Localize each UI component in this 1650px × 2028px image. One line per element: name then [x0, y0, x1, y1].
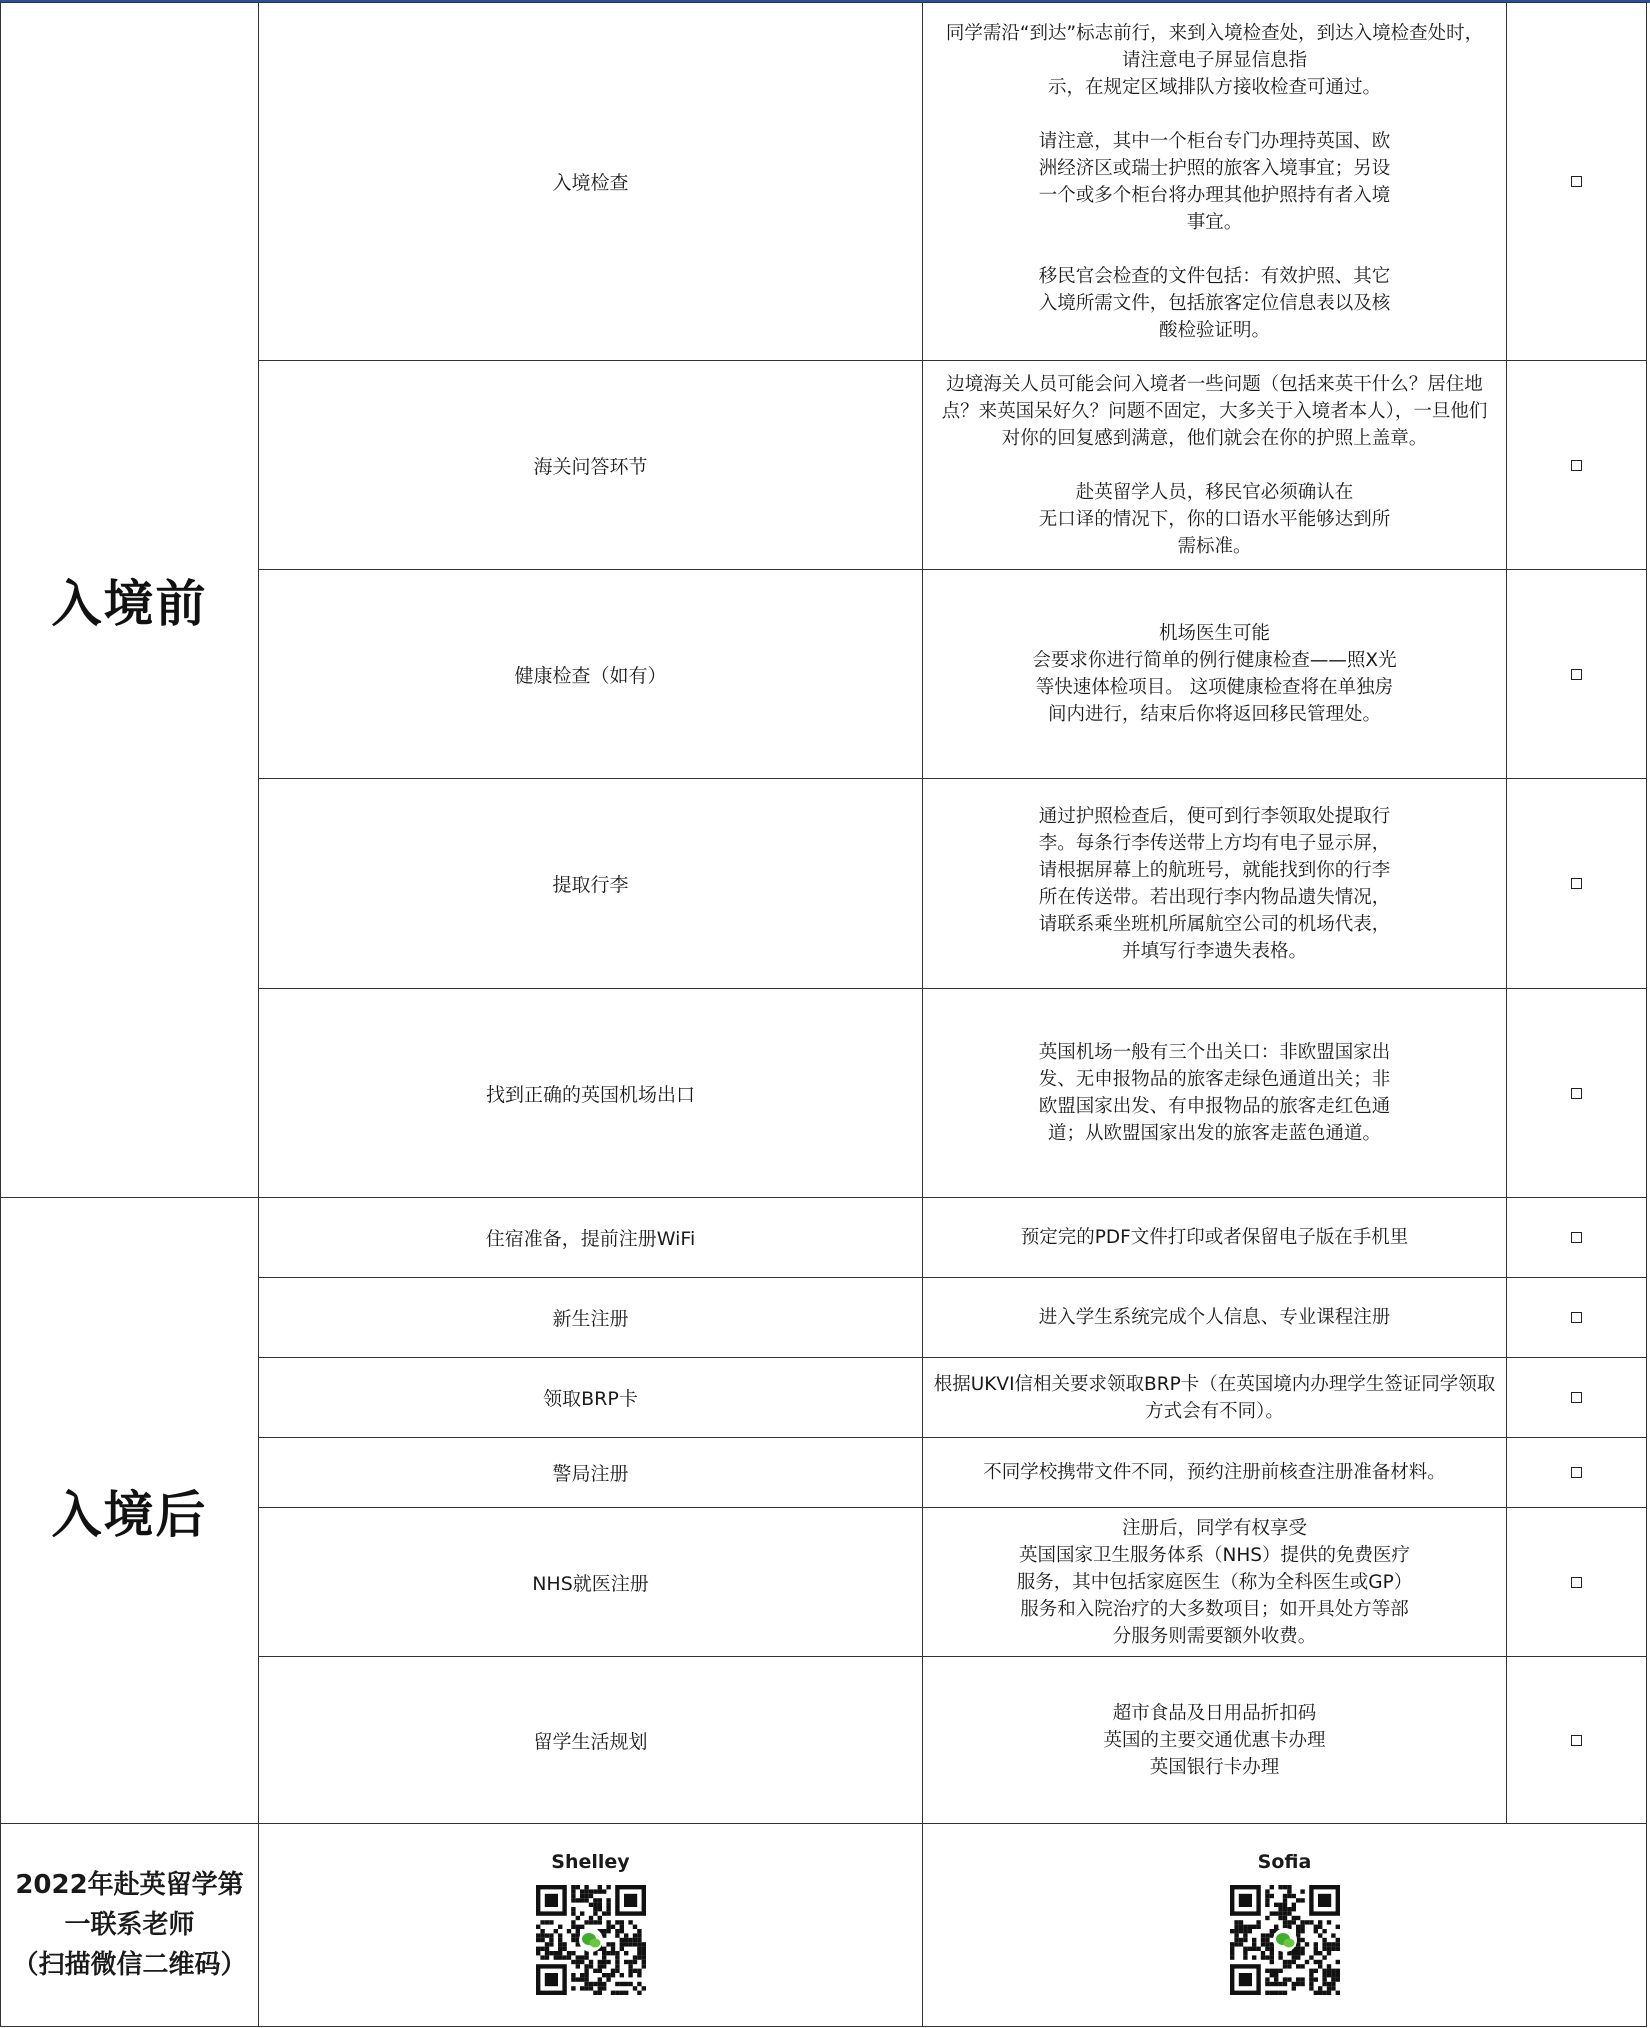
- checkbox-cell: [1507, 570, 1647, 779]
- paragraph-gap: [923, 236, 1506, 263]
- step-description: [923, 3, 1507, 361]
- step-description: [923, 1358, 1507, 1438]
- description-line: 英国机场一般有三个出关口：非欧盟国家出: [1038, 1042, 1391, 1063]
- description-line: 等快速体检项目。 这项健康检查将在单独房: [1035, 677, 1394, 698]
- description-line: 请注意电子屏显信息指: [1121, 49, 1307, 71]
- step-description: [923, 779, 1507, 989]
- checkbox[interactable]: [1571, 1577, 1582, 1588]
- description-line: 并填写行李遗失表格。: [1121, 940, 1307, 962]
- description-line: 英国的主要交通优惠卡办理: [1103, 1729, 1326, 1751]
- description-line: 示，在规定区域排队方接收检查可通过。: [1047, 76, 1381, 98]
- description-line: 酸检验证明。: [1158, 319, 1270, 341]
- step-name: 入境检查: [259, 3, 923, 361]
- description-line: 机场医生可能: [1158, 623, 1270, 644]
- checkbox-cell: [1507, 1657, 1647, 1824]
- description-line: 英国银行卡办理: [1149, 1756, 1280, 1778]
- description-line: 需标准。: [1177, 535, 1252, 557]
- section-title: 入境后: [1, 1198, 259, 1824]
- step-name: 警局注册: [259, 1438, 923, 1508]
- description-line: 根据UKVI信相关要求领取BRP卡（在英国境内办理学生签证同学领取: [933, 1373, 1496, 1395]
- contact-row: [1, 1824, 1647, 2027]
- description-line: 分服务则需要额外收费。: [1112, 1625, 1317, 1647]
- wechat-qr-code-icon: [1230, 1885, 1340, 1995]
- contact-label-line: （扫描微信二维码）: [12, 1950, 247, 1980]
- description-line: 请联系乘坐班机所属航空公司的机场代表，: [1038, 913, 1391, 935]
- checkbox-cell: [1507, 3, 1647, 361]
- description-line: 事宜。: [1186, 211, 1243, 233]
- description-line: 李。每条行李传送带上方均有电子显示屏，: [1038, 832, 1391, 854]
- step-name: 健康检查（如有）: [259, 570, 923, 779]
- step-name: 领取BRP卡: [259, 1358, 923, 1438]
- checkbox-cell: [1507, 779, 1647, 989]
- wechat-qr-code[interactable]: [536, 1885, 646, 1999]
- checkbox[interactable]: [1571, 1312, 1582, 1323]
- contact-label-line: 2022年赴英留学第: [15, 1870, 244, 1900]
- description-line: 对你的回复感到满意，他们就会在你的护照上盖章。: [1001, 427, 1428, 449]
- description-line: 无口译的情况下，你的口语水平能够达到所: [1038, 508, 1391, 530]
- checkbox[interactable]: [1571, 1232, 1582, 1243]
- teacher-name: Shelley: [551, 1851, 630, 1873]
- arrival-checklist-table: [0, 2, 1647, 2027]
- checkbox-cell: [1507, 1358, 1647, 1438]
- description-line: 边境海关人员可能会问入境者一些问题（包括来英干什么？居住地: [946, 373, 1483, 395]
- description-line: 点？来英国呆好久？问题不固定，大多关于入境者本人），一旦他们: [941, 400, 1488, 422]
- step-description: [923, 1438, 1507, 1508]
- checkbox-cell: [1507, 1278, 1647, 1358]
- checkbox[interactable]: [1571, 1467, 1582, 1478]
- description-line: 方式会有不同）。: [1145, 1400, 1284, 1422]
- description-line: 服务和入院治疗的大多数项目；如开具处方等部: [1020, 1598, 1409, 1620]
- step-description: [923, 989, 1507, 1198]
- step-name: 留学生活规划: [259, 1657, 923, 1824]
- description-line: 会要求你进行简单的例行健康检查——照X光: [1032, 650, 1397, 671]
- description-line: 注册后，同学有权享受: [1121, 1517, 1307, 1539]
- description-line: 道；从欧盟国家出发的旅客走蓝色通道。: [1047, 1123, 1381, 1144]
- description-line: 通过护照检查后，便可到行李领取处提取行: [1038, 805, 1391, 827]
- step-name: 找到正确的英国机场出口: [259, 989, 923, 1198]
- description-line: 不同学校携带文件不同，预约注册前核查注册准备材料。: [983, 1462, 1446, 1483]
- description-line: 英国国家卫生服务体系（NHS）提供的免费医疗: [1019, 1544, 1410, 1566]
- checkbox[interactable]: [1571, 176, 1582, 187]
- step-name: NHS就医注册: [259, 1508, 923, 1657]
- description-line: 间内进行，结束后你将返回移民管理处。: [1047, 704, 1381, 725]
- step-name: 新生注册: [259, 1278, 923, 1358]
- description-line: 进入学生系统完成个人信息、专业课程注册: [1038, 1307, 1391, 1328]
- description-line: 赴英留学人员，移民官必须确认在: [1075, 481, 1354, 503]
- table-row: [1, 3, 1647, 361]
- teacher-name: Sofia: [1257, 1851, 1312, 1873]
- step-description: [923, 1508, 1507, 1657]
- description-line: 请根据屏幕上的航班号，就能找到你的行李: [1038, 859, 1391, 881]
- step-description: [923, 1278, 1507, 1358]
- paragraph-gap: [923, 452, 1506, 479]
- step-description: [923, 1198, 1507, 1278]
- description-line: 预定完的PDF文件打印或者保留电子版在手机里: [1020, 1227, 1409, 1248]
- description-line: 服务，其中包括家庭医生（称为全科医生或GP）: [1016, 1571, 1413, 1593]
- checkbox[interactable]: [1571, 1088, 1582, 1099]
- step-description: [923, 1657, 1507, 1824]
- description-line: 移民官会检查的文件包括：有效护照、其它: [1038, 265, 1391, 287]
- checkbox[interactable]: [1571, 1392, 1582, 1403]
- checkbox-cell: [1507, 361, 1647, 570]
- checkbox-cell: [1507, 989, 1647, 1198]
- description-line: 请注意，其中一个柜台专门办理持英国、欧: [1038, 130, 1391, 152]
- teacher-cell: [259, 1824, 923, 2027]
- contact-label: [1, 1824, 259, 2027]
- step-description: [923, 361, 1507, 570]
- step-name: 住宿准备，提前注册WiFi: [259, 1198, 923, 1278]
- table-row: [1, 1198, 1647, 1278]
- checkbox[interactable]: [1571, 669, 1582, 680]
- checkbox-cell: [1507, 1198, 1647, 1278]
- step-name: 海关问答环节: [259, 361, 923, 570]
- wechat-qr-code-icon: [536, 1885, 646, 1995]
- checkbox[interactable]: [1571, 878, 1582, 889]
- description-line: 所在传送带。若出现行李内物品遗失情况，: [1038, 886, 1391, 908]
- step-name: 提取行李: [259, 779, 923, 989]
- description-line: 入境所需文件，包括旅客定位信息表以及核: [1038, 292, 1391, 314]
- teacher-cell: [923, 1824, 1647, 2027]
- step-description: [923, 570, 1507, 779]
- description-line: 发、无申报物品的旅客走绿色通道出关；非: [1038, 1069, 1391, 1090]
- description-line: 一个或多个柜台将办理其他护照持有者入境: [1038, 184, 1391, 206]
- section-title: 入境前: [1, 3, 259, 1198]
- wechat-qr-code[interactable]: [1230, 1885, 1340, 1999]
- description-line: 欧盟国家出发、有申报物品的旅客走红色通: [1038, 1096, 1391, 1117]
- checkbox[interactable]: [1571, 460, 1582, 471]
- description-line: 洲经济区或瑞士护照的旅客入境事宜；另设: [1038, 157, 1391, 179]
- description-line: 同学需沿“到达”标志前行，来到入境检查处，到达入境检查处时，: [945, 22, 1484, 44]
- checkbox-cell: [1507, 1438, 1647, 1508]
- contact-label-line: 一联系老师: [64, 1910, 195, 1940]
- description-line: 超市食品及日用品折扣码: [1112, 1702, 1317, 1724]
- paragraph-gap: [923, 101, 1506, 128]
- checkbox[interactable]: [1571, 1735, 1582, 1746]
- checkbox-cell: [1507, 1508, 1647, 1657]
